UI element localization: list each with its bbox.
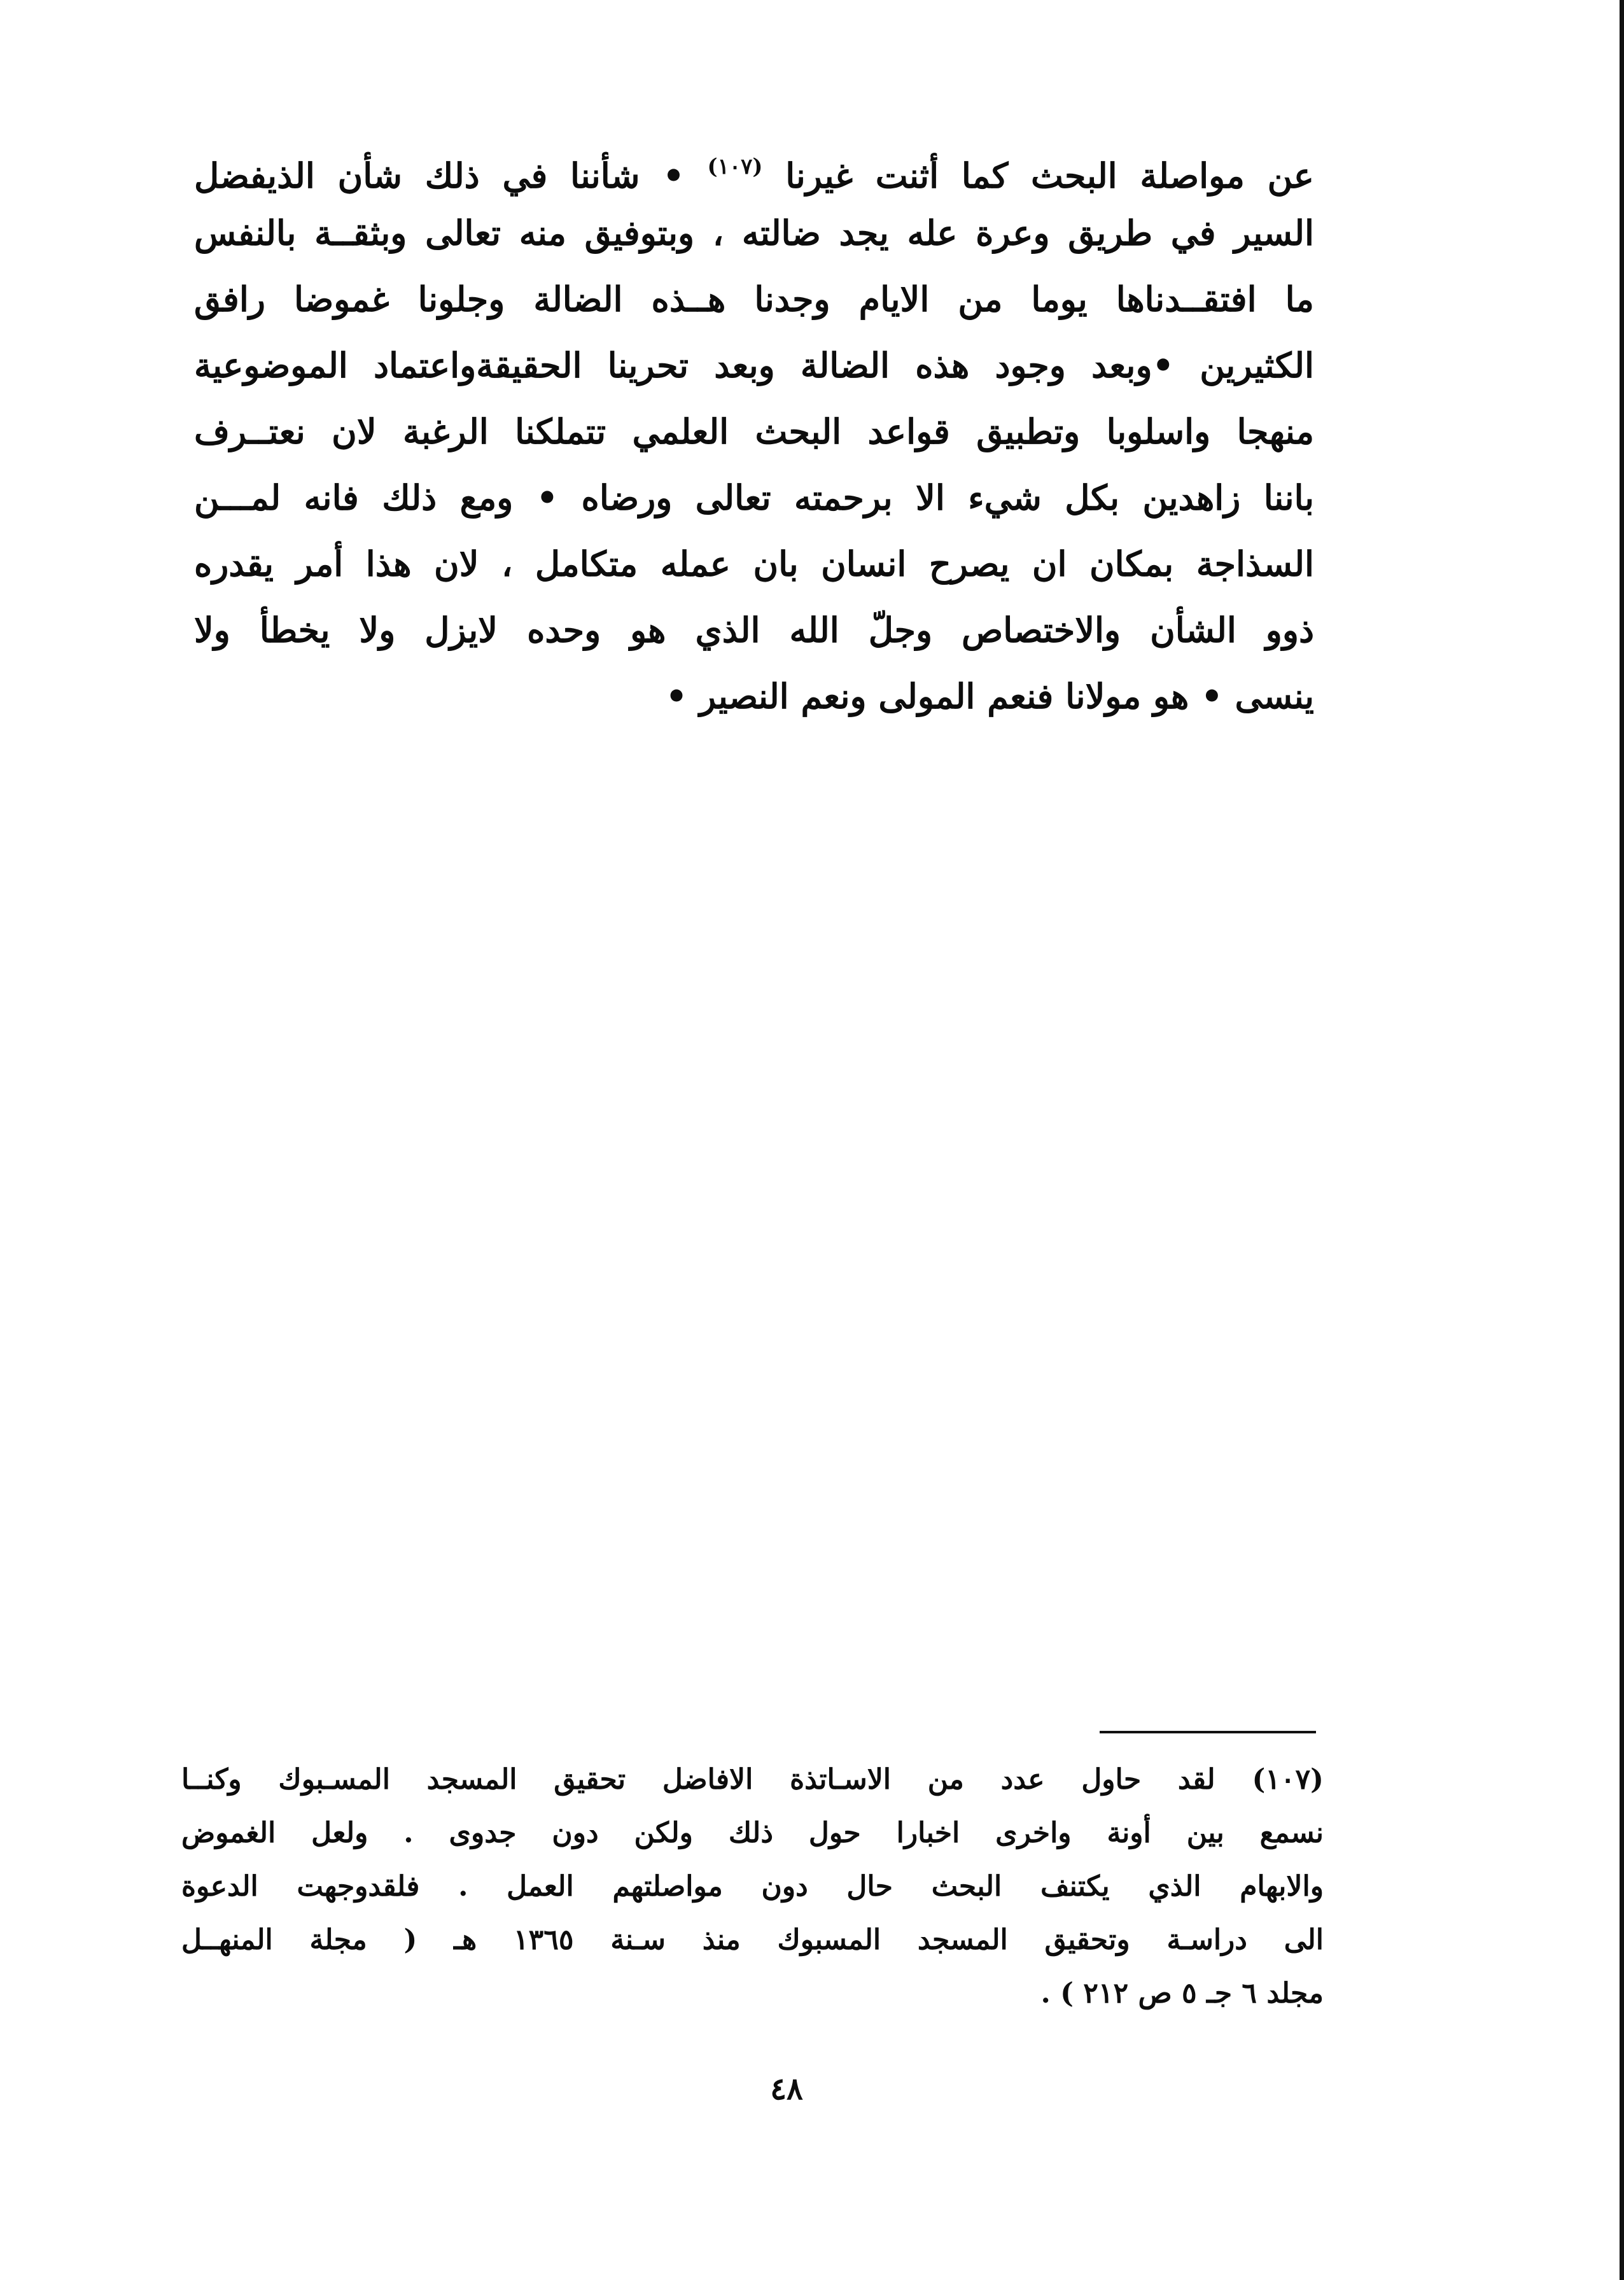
footnote-line-1: (١٠٧) لقد حاول عدد من الاسـاتذة الافاضل تحقيق المسجد المسـبوك وكنــا <box>181 1763 1324 1796</box>
footnote-separator <box>1100 1731 1316 1733</box>
page-number: ٤٨ <box>770 2071 803 2107</box>
main-text-block <box>194 134 1314 729</box>
body-line-6: باننا زاهدين بكل شيء الا برحمته تعالى ورضاه • ومع ذلك فانه لمـــن <box>194 477 1314 518</box>
footnote-reference: (١٠٧) <box>707 154 763 179</box>
page-edge-border <box>1620 0 1624 2280</box>
body-line-3: ما افتقــدناها يوما من الايام وجدنا هــذه الضالة وجلونا غموضا رافق <box>194 279 1314 319</box>
body-line-5: منهجا واسلوبا وتطبيق قواعد البحث العلمي تتملكنا الرغبة لان نعتــرف <box>194 411 1314 452</box>
footnote-line-4: الى دراسـة وتحقيق المسجد المسبوك منذ سـنة ١٣٦٥ هـ ( مجلة المنهــل <box>181 1924 1324 1956</box>
footnote-block <box>181 1753 1324 2020</box>
footnote-line-3: والابهام الذي يكتنف البحث حال دون مواصلتهم العمل . فلقدوجهت الدعوة <box>181 1870 1324 1903</box>
body-line-1-head: عن مواصلة البحث كما أثنت غيرنا <box>785 155 1314 196</box>
body-line-1-tail: • شأننا في ذلك شأن الذيفضل <box>194 155 685 196</box>
footnote-line-5: مجلد ٦ جـ ٥ ص ٢١٢ ) . <box>1040 1977 1324 2010</box>
body-line-8: ذوو الشأن والاختصاص وجلّ الله الذي هو وحده لايزل ولا يخطأ ولا <box>194 610 1314 650</box>
body-line-9: ينسى • هو مولانا فنعم المولى ونعم النصير • <box>665 676 1314 717</box>
body-line-2: السير في طريق وعرة عله يجد ضالته ، وبتوفيق منه تعالى وبثقــة بالنفس <box>194 213 1314 253</box>
body-line-4: الكثيرين •وبعد وجود هذه الضالة وبعد تحرينا الحقيقةواعتماد الموضوعية <box>194 345 1314 386</box>
body-line-7: السذاجة بمكان ان يصرح انسان بان عمله متكامل ، لان هذا أمر يقدره <box>194 543 1314 584</box>
footnote-line-2: نسمع بين أونة واخرى اخبارا حول ذلك ولكن دون جدوى . ولعل الغموض <box>181 1817 1324 1849</box>
body-line-1 <box>194 134 1314 200</box>
